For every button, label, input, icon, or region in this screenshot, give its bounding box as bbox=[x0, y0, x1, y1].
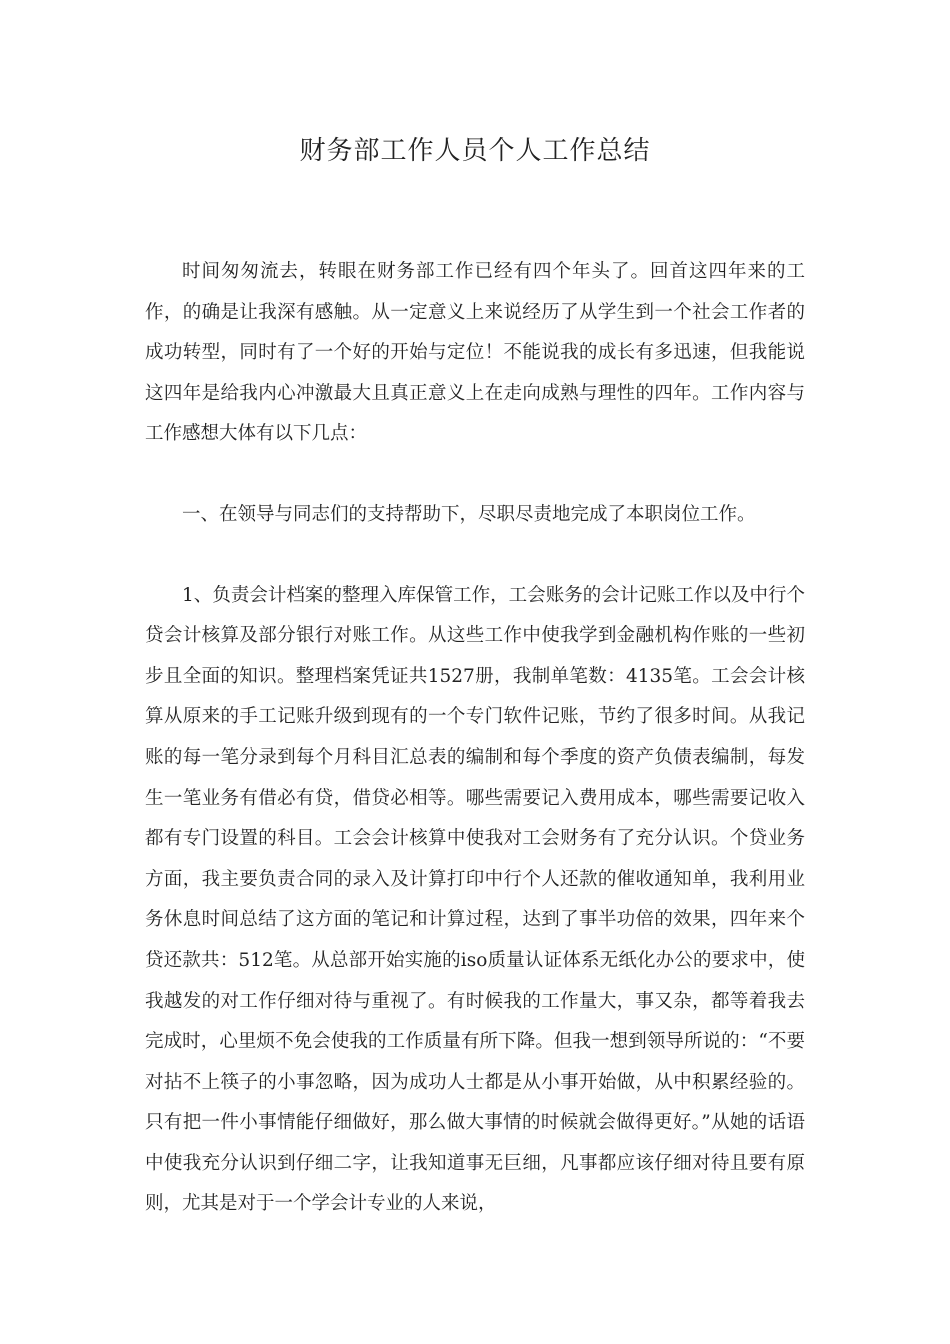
section-heading-paragraph: 一、在领导与同志们的支持帮助下，尽职尽责地完成了本职岗位工作。 bbox=[182, 503, 756, 525]
document-body bbox=[145, 252, 805, 1225]
intro-paragraph: 时间匆匆流去，转眼在财务部工作已经有四个年头了。回首这四年来的工作，的确是让我深有感触。从一定意义上来说经历了从学生到一个社会工作者的成功转型，同时有了一个好的开始与定位！不能说我的成长有多迅速，但我能说这四年是给我内心冲激最大且真正意义上在走向成熟与理性的四年。工作内容与工作感想大体有以下几点： bbox=[145, 261, 805, 445]
paragraph-gap bbox=[145, 536, 805, 576]
document-title: 财务部工作人员个人工作总结 bbox=[299, 136, 651, 166]
detail-paragraph: 1、负责会计档案的整理入库保管工作，工会账务的会计记账工作以及中行个贷会计核算及部分银行对账工作。从这些工作中使我学到金融机构作账的一些初步且全面的知识。整理档案凭证共1527册，我制单笔数：4135笔。工会会计核算从原来的手工记账升级到现有的一个专门软件记账，节约了很多时间。从我记账的每一笔分录到每个月科目汇总表的编制和每个季度的资产负债表编制，每发生一笔业务有借必有贷，借贷必相等。哪些需要记入费用成本，哪些需要记收入都有专门设置的科目。工会会计核算中使我对工会财务有了充分认识。个贷业务方面，我主要负责合同的录入及计算打印中行个人还款的催收通知单，我利用业务休息时间总结了这方面的笔记和计算过程，达到了事半功倍的效果，四年来个贷还款共：512笔。从总部开始实施的iso质量认证体系无纸化办公的要求中，使我越发的对工作仔细对待与重视了。有时候我的工作量大，事又杂，都等着我去完成时，心里烦不免会使我的工作质量有所下降。但我一想到领导所说的：“不要对拈不上筷子的小事忽略，因为成功人士都是从小事开始做，从中积累经验的。只有把一件小事情能仔细做好，那么做大事情的时候就会做得更好。”从她的话语中使我充分认识到仔细二字，让我知道事无巨细，凡事都应该仔细对待且要有原则，尤其是对于一个学会计专业的人来说， bbox=[145, 584, 805, 1215]
paragraph-gap bbox=[145, 455, 805, 495]
